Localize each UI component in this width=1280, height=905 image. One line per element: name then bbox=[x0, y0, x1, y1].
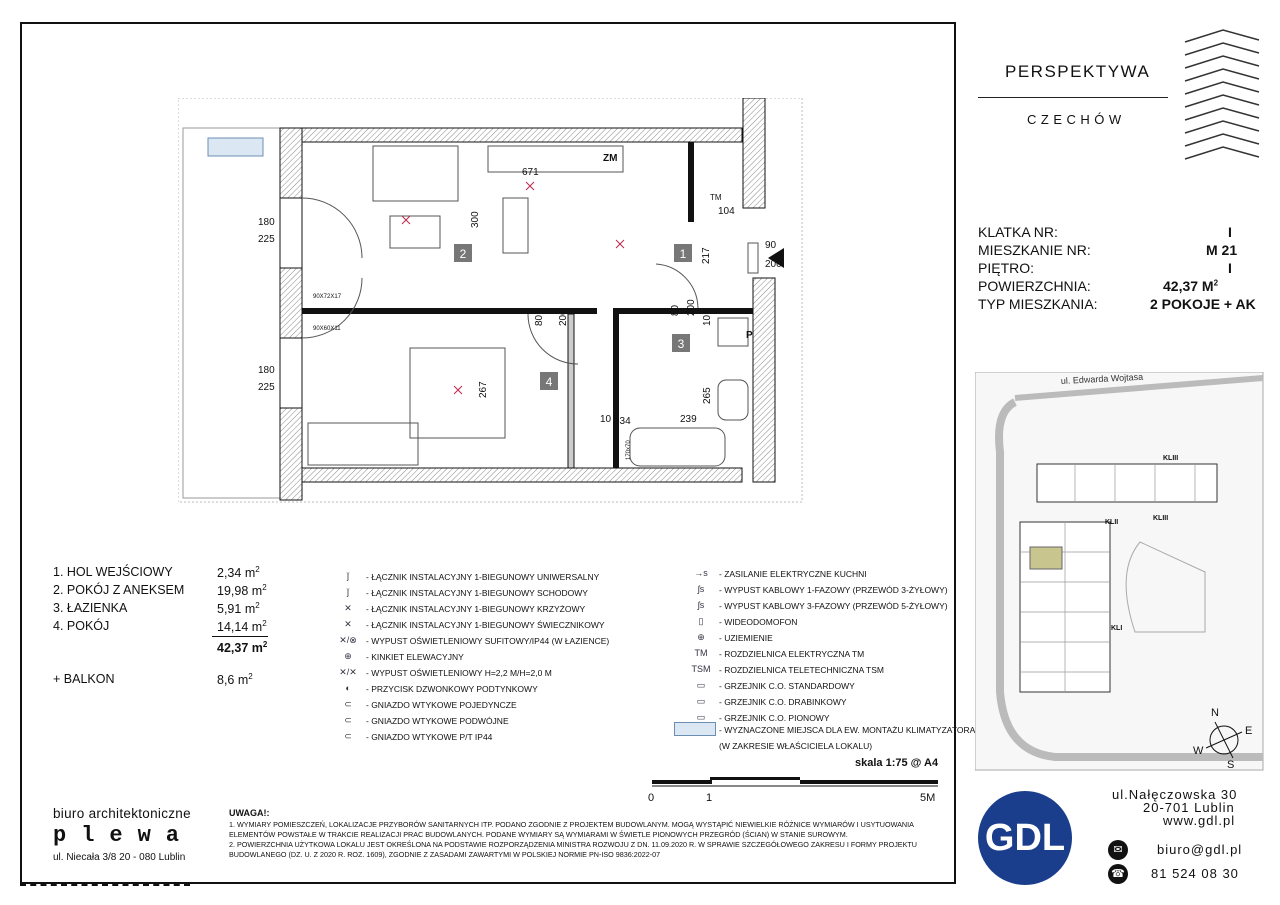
legend-right-item bbox=[697, 584, 948, 595]
legend-text: - ŁĄCZNIK INSTALACYJNY 1-BIEGUNOWY SCHODOWY bbox=[366, 588, 588, 598]
total-rule bbox=[212, 636, 268, 637]
compass-w: W bbox=[1193, 745, 1204, 757]
legend-text: - WYZNACZONE MIEJSCA DLA EW. MONTAŻU KLIMATYZATORA bbox=[719, 725, 976, 735]
dim-265: 265 bbox=[702, 387, 713, 404]
shower-shaft bbox=[718, 318, 748, 346]
dim-534: 534 bbox=[614, 416, 631, 427]
scale-label-0: 0 bbox=[648, 792, 655, 804]
room-name-2: 2. POKÓJ Z ANEKSEM bbox=[53, 583, 185, 597]
legend-left-item bbox=[344, 603, 586, 614]
contact-phone[interactable]: 81 524 08 30 bbox=[1151, 866, 1239, 881]
dim-80b: 80 bbox=[670, 304, 681, 316]
biuro-title: biuro architektoniczne bbox=[53, 806, 191, 821]
legend-text: - WYPUST OŚWIETLENIOWY SUFITOWY/IP44 (W ŁAZIENCE) bbox=[366, 636, 610, 646]
legend-text: - GRZEJNIK C.O. DRABINKOWY bbox=[719, 697, 847, 707]
west-wall bbox=[280, 128, 302, 500]
legend-symbol-icon: ⊕ bbox=[697, 632, 705, 642]
ac-legend-swatch bbox=[674, 722, 716, 736]
apartment-highlight bbox=[1030, 547, 1062, 569]
dim-104: 104 bbox=[718, 206, 735, 217]
intercom bbox=[748, 243, 758, 273]
room-name-3: 3. ŁAZIENKA bbox=[53, 601, 128, 615]
klatka-label-3: KLIII bbox=[1153, 515, 1169, 522]
legend-left-item bbox=[344, 651, 464, 662]
info-label-pietro: PIĘTRO: bbox=[978, 260, 1035, 276]
room-name-4: 4. POKÓJ bbox=[53, 619, 110, 633]
legend-text: - ŁĄCZNIK INSTALACYJNY 1-BIEGUNOWY UNIWERSALNY bbox=[366, 572, 600, 582]
bathtub bbox=[630, 428, 725, 466]
legend-right-item bbox=[694, 568, 867, 579]
legend-symbol-icon: ǰ bbox=[347, 587, 349, 597]
legend-right-item bbox=[697, 632, 773, 643]
legend-right-item bbox=[694, 648, 865, 659]
info-value-powierzchnia: 42,37 $M^2$ bbox=[1163, 278, 1219, 294]
legend-symbol-icon: ▯ bbox=[698, 616, 704, 626]
klatka-label-1: KLIII bbox=[1163, 455, 1179, 462]
dim-10b: 10 bbox=[600, 414, 612, 425]
partition-hall bbox=[688, 142, 694, 222]
info-value-mieszkanie: M 21 bbox=[1206, 242, 1238, 258]
legend-left-item bbox=[344, 715, 509, 726]
scale-label-5m: 5M bbox=[920, 792, 936, 804]
legend-right-item bbox=[696, 712, 830, 723]
legend-text: - GNIAZDO WTYKOWE POJEDYNCZE bbox=[366, 700, 517, 710]
gdl-logo: GDL bbox=[978, 791, 1072, 885]
info-value-klatka: I bbox=[1228, 224, 1232, 240]
legend-text: - GNIAZDO WTYKOWE P/T IP44 bbox=[366, 732, 493, 742]
legend-symbol-icon: ⊕ bbox=[344, 651, 352, 661]
dim-200c: 200 bbox=[686, 299, 697, 316]
legend-text: - GNIAZDO WTYKOWE PODWÓJNE bbox=[366, 716, 509, 726]
legend-text: - ROZDZIELNICA ELEKTRYCZNA TM bbox=[719, 649, 865, 659]
toilet bbox=[718, 380, 748, 420]
room-area-2: 19,98 $m^2$ bbox=[217, 583, 267, 599]
dim-671: 671 bbox=[522, 167, 539, 178]
partition-bath bbox=[613, 314, 619, 468]
legend-right-item bbox=[719, 741, 872, 751]
east-wall bbox=[753, 278, 775, 482]
window-2 bbox=[280, 338, 302, 408]
legend-text: - WYPUST KABLOWY 1-FAZOWY (PRZEWÓD 3-ŻYŁOWY) bbox=[719, 585, 948, 595]
dim-217: 217 bbox=[701, 247, 712, 264]
legend-right-item bbox=[698, 616, 798, 627]
room-tag-2-label: 2 bbox=[459, 247, 467, 261]
street-label: ul. Edwarda Wojtasa bbox=[1060, 372, 1144, 386]
contact-address-1: ul.Nałęczowska 30 bbox=[1112, 787, 1238, 802]
floor-plan bbox=[178, 98, 804, 504]
legend-text: - GRZEJNIK C.O. STANDARDOWY bbox=[719, 681, 855, 691]
legend-text: - PRZYCISK DZWONKOWY PODTYNKOWY bbox=[366, 684, 538, 694]
scale-bar bbox=[650, 776, 940, 790]
note-1: 1. WYMIARY POMIESZCZEŃ, LOKALIZACJE PRZYBORÓW SANITARNYCH ITP. PODANO ZGODNIE Z PROJEKTEM BUDOWLANYM. MOGĄ WYSTĄPIĆ NIEWIELKIE RÓŻNICE WYMIARÓW I USYTUOWANIA ELEMENTÓW POWSTAŁE W TRAKCIE REALIZACJI PRAC BUDOWLANYCH. PODANE WYMIARY SĄ WYMIARAMI W ŚWIETLE PIONOWYCH PRZEGRÓD (ŚCIAN) W STANIE SUROWYM. bbox=[229, 820, 914, 839]
legend-symbol-icon: ⊂ bbox=[344, 715, 352, 725]
legend-text: - ROZDZIELNICA TELETECHNICZNA TSM bbox=[719, 665, 884, 675]
room-tag-4-label: 4 bbox=[545, 375, 553, 389]
door-arc-1 bbox=[302, 198, 362, 258]
label-p: P bbox=[746, 330, 753, 341]
legend-symbol-icon: ʃs bbox=[697, 584, 705, 594]
dining-table bbox=[503, 198, 528, 253]
notes-text bbox=[229, 820, 941, 860]
legend-text: - WYPUST OŚWIETLENIOWY H=2,2 M/H=2,0 M bbox=[366, 668, 552, 678]
legend-text: - ZASILANIE ELEKTRYCZNE KUCHNI bbox=[719, 569, 867, 579]
legend-left-item bbox=[347, 587, 588, 598]
label-tub: 170x70 bbox=[626, 440, 632, 460]
coffee-table bbox=[390, 216, 440, 248]
contact-web[interactable]: www.gdl.pl bbox=[1163, 813, 1236, 828]
biuro-name: plewa bbox=[53, 823, 195, 848]
legend-symbol-icon: ✕ bbox=[344, 619, 352, 629]
frame-dash bbox=[20, 884, 190, 886]
dim-180b: 180 bbox=[258, 365, 275, 376]
legend-left-item bbox=[344, 731, 493, 742]
legend-symbol-icon: ✕/⊗ bbox=[339, 635, 357, 645]
legend-symbol-icon: ⊂ bbox=[344, 699, 352, 709]
window-1 bbox=[280, 198, 302, 268]
legend-symbol-icon: ▭ bbox=[696, 712, 706, 722]
info-label-powierzchnia: POWIERZCHNIA: bbox=[978, 278, 1091, 294]
legend-symbol-icon: ✕ bbox=[344, 603, 352, 613]
legend-text: - WYPUST KABLOWY 3-FAZOWY (PRZEWÓD 5-ŻYŁOWY) bbox=[719, 601, 948, 611]
dim-225a: 225 bbox=[258, 234, 275, 245]
legend-left-item bbox=[339, 667, 552, 678]
room-tag-1-label: 1 bbox=[679, 247, 687, 261]
ac-placement bbox=[208, 138, 263, 156]
legend-text: (W ZAKRESIE WŁAŚCICIELA LOKALU) bbox=[719, 741, 873, 751]
contact-address-2: 20-701 Lublin bbox=[1143, 800, 1235, 815]
legend-left-item bbox=[344, 699, 517, 710]
label-tm: TM bbox=[710, 193, 722, 202]
brand-title: PERSPEKTYWA bbox=[1005, 62, 1151, 81]
notes-title: UWAGA!: bbox=[229, 808, 270, 818]
klatka-label-4: KLI bbox=[1111, 625, 1123, 632]
east-wall-top bbox=[743, 98, 765, 208]
legend-left-item bbox=[344, 619, 605, 630]
legend-symbol-icon: ▭ bbox=[696, 696, 706, 706]
legend-text: - ŁĄCZNIK INSTALACYJNY 1-BIEGUNOWY ŚWIECZNIKOWY bbox=[366, 620, 605, 630]
legend-symbol-icon: →s bbox=[694, 568, 708, 578]
legend-symbol-icon: ʃs bbox=[697, 600, 705, 610]
dim-267: 267 bbox=[478, 381, 489, 398]
dim-80a: 80 bbox=[534, 314, 545, 326]
label-radiator-2: 90X60X11 bbox=[313, 326, 341, 332]
note-2: 2. POWIERZCHNIA UŻYTKOWA LOKALU JEST OKREŚLONA NA PODSTAWIE ROZPORZĄDZENIA MINISTRA ROZWOJU Z DN. 11.09.2020 R. W SPRAWIE SZCZEGÓŁOWEGO ZAKRESU I FORMY PROJEKTU BUDOWLANEGO (DZ. U. Z 2020 R. ROZ. 1609), ZGODNIE Z ZASADAMI ZAWARTYMI W POLSKIEJ NORMIE PN-ISO 9836:2022-07 bbox=[229, 840, 917, 859]
scale-label-1: 1 bbox=[706, 792, 713, 804]
balcony-name: + BALKON bbox=[53, 672, 115, 686]
brand-subtitle: CZECHÓW bbox=[1027, 112, 1126, 127]
sofa bbox=[373, 146, 458, 201]
contact-email[interactable]: biuro@gdl.pl bbox=[1157, 842, 1243, 857]
info-label-typ: TYP MIESZKANIA: bbox=[978, 296, 1098, 312]
legend-right-item bbox=[719, 725, 975, 735]
north-wall bbox=[302, 128, 742, 142]
klatka-label-2: KLII bbox=[1105, 519, 1119, 526]
legend-right-item bbox=[691, 664, 884, 675]
brand-logo-lines bbox=[1183, 28, 1263, 163]
legend-symbol-icon: TM bbox=[694, 648, 708, 658]
biuro-address: ul. Niecała 3/8 20 - 080 Lublin bbox=[53, 852, 186, 863]
legend-symbol-icon: ǰ bbox=[347, 571, 349, 581]
plan-border bbox=[178, 98, 802, 502]
compass-n: N bbox=[1211, 707, 1219, 719]
legend-right-item bbox=[696, 696, 847, 707]
legend-symbol-icon: ⊂ bbox=[344, 731, 352, 741]
legend-text: - ŁĄCZNIK INSTALACYJNY 1-BIEGUNOWY KRZYŻOWY bbox=[366, 604, 586, 614]
site-map-border bbox=[975, 372, 1263, 770]
partition-bath-west bbox=[568, 314, 574, 468]
label-zm: ZM bbox=[603, 153, 618, 164]
legend-text: - GRZEJNIK C.O. PIONOWY bbox=[719, 713, 830, 723]
south-wall bbox=[302, 468, 742, 482]
building-north bbox=[1037, 464, 1217, 502]
desk bbox=[308, 423, 418, 465]
compass-e: E bbox=[1245, 725, 1253, 737]
dim-239: 239 bbox=[680, 414, 697, 425]
legend-left-item bbox=[347, 571, 600, 582]
legend-right-item bbox=[696, 680, 855, 691]
total-area: 42,37 $m^2$ bbox=[217, 640, 268, 656]
dim-225b: 225 bbox=[258, 382, 275, 393]
legend-symbol-icon: ▭ bbox=[696, 680, 706, 690]
compass-s: S bbox=[1227, 759, 1235, 771]
phone-icon: ☎ bbox=[1108, 864, 1128, 884]
dim-200a: 200 bbox=[765, 259, 782, 270]
info-label-klatka: KLATKA NR: bbox=[978, 224, 1058, 240]
legend-left-item bbox=[339, 635, 610, 646]
balcony bbox=[183, 128, 280, 498]
room-area-4: 14,14 $m^2$ bbox=[217, 619, 267, 635]
info-value-typ: 2 POKOJE + AK bbox=[1150, 296, 1256, 312]
dim-10a: 10 bbox=[702, 314, 713, 326]
room-area-3: 5,91 $m^2$ bbox=[217, 601, 260, 617]
legend-right-item bbox=[697, 600, 948, 611]
dim-200b: 200 bbox=[558, 309, 569, 326]
partition-bath-north bbox=[613, 308, 753, 314]
label-radiator-1: 90X72X17 bbox=[313, 294, 342, 300]
room-name-1: 1. HOL WEJŚCIOWY bbox=[53, 565, 173, 579]
legend-symbol-icon: TSM bbox=[691, 664, 711, 674]
email-icon: ✉ bbox=[1108, 840, 1128, 860]
dim-300: 300 bbox=[470, 211, 481, 228]
partition-rooms bbox=[302, 308, 597, 314]
info-value-pietro: I bbox=[1228, 260, 1232, 276]
bed bbox=[410, 348, 505, 438]
site-map bbox=[975, 372, 1265, 772]
dim-180a: 180 bbox=[258, 217, 275, 228]
brand-divider bbox=[978, 97, 1168, 98]
legend-symbol-icon: ✕/✕ bbox=[339, 667, 357, 677]
legend-text: - UZIEMIENIE bbox=[719, 633, 773, 643]
scale-title: skala 1:75 @ A4 bbox=[855, 757, 939, 769]
balcony-area: 8,6 $m^2$ bbox=[217, 672, 253, 688]
legend-symbol-icon: ◐ bbox=[345, 683, 351, 693]
legend-left-item bbox=[345, 683, 538, 694]
legend-text: - WIDEODOMOFON bbox=[719, 617, 798, 627]
legend-text: - KINKIET ELEWACYJNY bbox=[366, 652, 464, 662]
room-area-1: 2,34 $m^2$ bbox=[217, 565, 260, 581]
info-label-mieszkanie: MIESZKANIE NR: bbox=[978, 242, 1091, 258]
room-tag-3-label: 3 bbox=[677, 337, 685, 351]
dim-90: 90 bbox=[765, 240, 777, 251]
